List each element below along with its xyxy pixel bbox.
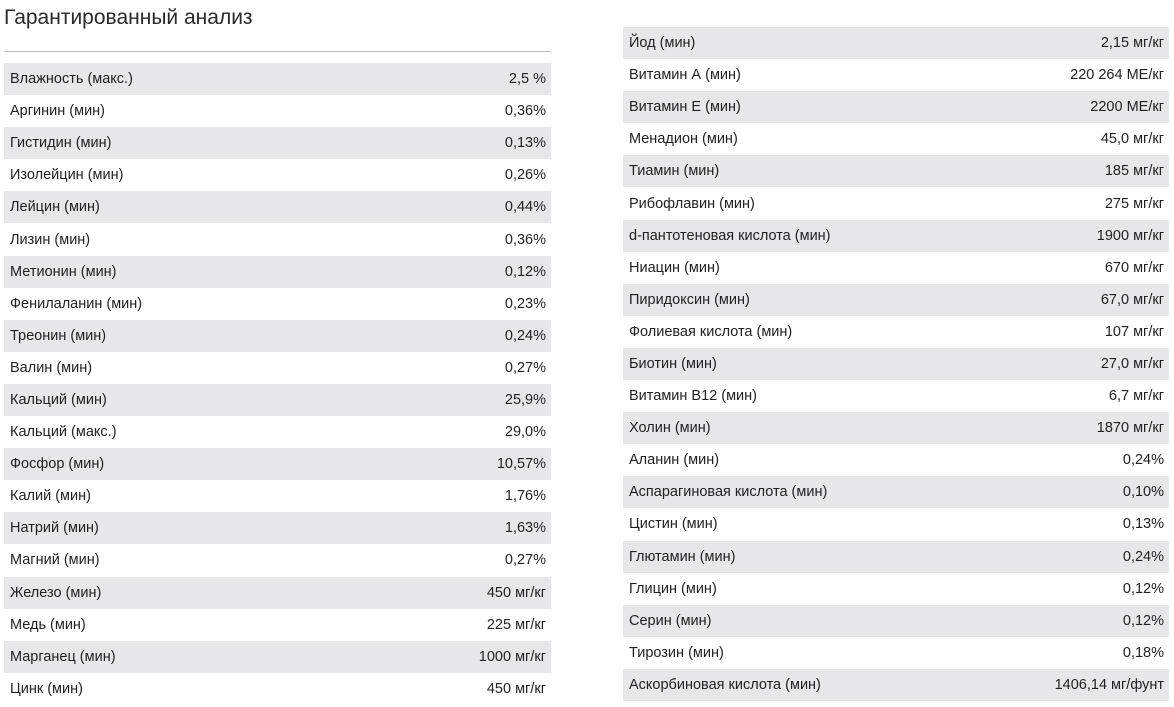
table-row bbox=[623, 476, 1169, 508]
nutrient-value: 107 мг/кг bbox=[1104, 323, 1164, 340]
nutrient-value: 45,0 мг/кг bbox=[1100, 131, 1164, 148]
nutrient-value: 25,9% bbox=[504, 391, 546, 408]
table-row bbox=[623, 316, 1169, 348]
nutrient-name: Глицин (мин) bbox=[629, 580, 717, 597]
table-row bbox=[4, 512, 551, 544]
nutrient-value: 27,0 мг/кг bbox=[1100, 355, 1164, 372]
nutrient-value: 1406,14 мг/фунт bbox=[1054, 676, 1164, 693]
nutrient-value: 225 мг/кг bbox=[486, 616, 546, 633]
table-row bbox=[4, 288, 551, 320]
table-row bbox=[623, 508, 1169, 540]
nutrient-name: Медь (мин) bbox=[10, 616, 86, 633]
nutrient-name: Кальций (мин) bbox=[10, 391, 107, 408]
nutrient-value: 0,24% bbox=[1122, 548, 1164, 565]
nutrient-value: 0,27% bbox=[504, 359, 546, 376]
nutrient-name: Метионин (мин) bbox=[10, 263, 117, 280]
nutrient-name: Аспарагиновая кислота (мин) bbox=[629, 484, 828, 501]
table-row bbox=[623, 123, 1169, 155]
nutrient-name: Кальций (макс.) bbox=[10, 424, 117, 441]
table-row bbox=[4, 609, 551, 641]
nutrient-value: 670 мг/кг bbox=[1104, 259, 1164, 276]
table-row bbox=[4, 127, 551, 159]
nutrient-value: 0,23% bbox=[504, 295, 546, 312]
nutrient-value: 29,0% bbox=[504, 424, 546, 441]
table-row bbox=[4, 63, 551, 95]
table-row bbox=[4, 159, 551, 191]
nutrient-name: Холин (мин) bbox=[629, 420, 711, 437]
nutrient-name: Железо (мин) bbox=[10, 584, 102, 601]
table-row bbox=[623, 220, 1169, 252]
analysis-table-right bbox=[623, 27, 1169, 701]
nutrient-name: Ниацин (мин) bbox=[629, 259, 720, 276]
nutrient-value: 0,12% bbox=[1122, 580, 1164, 597]
nutrient-name: Серин (мин) bbox=[629, 612, 712, 629]
nutrient-name: Глютамин (мин) bbox=[629, 548, 736, 565]
nutrient-value: 0,36% bbox=[504, 231, 546, 248]
nutrient-value: 2,5 % bbox=[508, 71, 546, 88]
nutrient-name: Менадион (мин) bbox=[629, 131, 738, 148]
nutrient-name: Натрий (мин) bbox=[10, 520, 99, 537]
nutrient-name: Аргинин (мин) bbox=[10, 103, 106, 120]
nutrient-name: Лизин (мин) bbox=[10, 231, 91, 248]
nutrient-value: 0,13% bbox=[1122, 516, 1164, 533]
nutrient-value: 0,10% bbox=[1122, 484, 1164, 501]
table-row bbox=[623, 348, 1169, 380]
nutrient-name: Витамин Е (мин) bbox=[629, 99, 741, 116]
table-row bbox=[4, 256, 551, 288]
nutrient-value: 6,7 мг/кг bbox=[1108, 388, 1164, 405]
table-row bbox=[623, 380, 1169, 412]
table-row bbox=[4, 673, 551, 705]
nutrient-name: Аскорбиновая кислота (мин) bbox=[629, 676, 821, 693]
nutrient-value: 0,12% bbox=[504, 263, 546, 280]
table-row bbox=[623, 252, 1169, 284]
nutrient-name: Влажность (макс.) bbox=[10, 71, 133, 88]
nutrient-value: 0,26% bbox=[504, 167, 546, 184]
nutrient-value: 275 мг/кг bbox=[1104, 195, 1164, 212]
table-row bbox=[4, 480, 551, 512]
table-row bbox=[623, 637, 1169, 669]
table-row bbox=[623, 284, 1169, 316]
nutrient-name: Витамин B12 (мин) bbox=[629, 388, 757, 405]
table-row bbox=[4, 641, 551, 673]
nutrient-name: Магний (мин) bbox=[10, 552, 100, 569]
nutrient-name: d-пантотеновая кислота (мин) bbox=[629, 227, 831, 244]
nutrient-name: Марганец (мин) bbox=[10, 648, 116, 665]
nutrient-name: Лейцин (мин) bbox=[10, 199, 100, 216]
table-row bbox=[623, 412, 1169, 444]
nutrient-value: 0,12% bbox=[1122, 612, 1164, 629]
nutrient-value: 1870 мг/кг bbox=[1096, 420, 1164, 437]
nutrient-name: Биотин (мин) bbox=[629, 355, 717, 372]
nutrient-name: Фосфор (мин) bbox=[10, 456, 105, 473]
nutrient-name: Цистин (мин) bbox=[629, 516, 718, 533]
table-row bbox=[623, 573, 1169, 605]
table-row bbox=[4, 384, 551, 416]
table-row bbox=[623, 669, 1169, 701]
nutrient-value: 1,76% bbox=[504, 488, 546, 505]
nutrient-value: 0,24% bbox=[504, 327, 546, 344]
table-row bbox=[623, 605, 1169, 637]
nutrient-value: 0,44% bbox=[504, 199, 546, 216]
nutrient-name: Треонин (мин) bbox=[10, 327, 107, 344]
nutrient-name: Аланин (мин) bbox=[629, 452, 720, 469]
nutrient-value: 185 мг/кг bbox=[1104, 163, 1164, 180]
nutrient-value: 2200 МЕ/кг bbox=[1090, 99, 1164, 116]
table-row bbox=[4, 352, 551, 384]
nutrient-value: 0,24% bbox=[1122, 452, 1164, 469]
table-row bbox=[623, 91, 1169, 123]
nutrient-value: 1900 мг/кг bbox=[1096, 227, 1164, 244]
nutrient-value: 220 264 МЕ/кг bbox=[1070, 67, 1164, 84]
nutrient-name: Валин (мин) bbox=[10, 359, 93, 376]
table-row bbox=[4, 320, 551, 352]
nutrient-value: 0,13% bbox=[504, 135, 546, 152]
nutrient-value: 67,0 мг/кг bbox=[1100, 291, 1164, 308]
nutrient-value: 450 мг/кг bbox=[486, 584, 546, 601]
nutrient-name: Тиамин (мин) bbox=[629, 163, 720, 180]
table-row bbox=[4, 191, 551, 223]
nutrient-name: Йод (мин) bbox=[629, 35, 696, 52]
table-row bbox=[4, 223, 551, 255]
nutrient-value: 0,36% bbox=[504, 103, 546, 120]
nutrient-name: Витамин А (мин) bbox=[629, 67, 741, 84]
nutrient-name: Гистидин (мин) bbox=[10, 135, 112, 152]
page-title: Гарантированный анализ bbox=[4, 6, 253, 29]
nutrient-value: 1000 мг/кг bbox=[478, 648, 546, 665]
nutrient-name: Цинк (мин) bbox=[10, 680, 83, 697]
table-row bbox=[623, 59, 1169, 91]
table-row bbox=[4, 416, 551, 448]
nutrient-name: Рибофлавин (мин) bbox=[629, 195, 755, 212]
nutrient-name: Изолейцин (мин) bbox=[10, 167, 124, 184]
analysis-table-left bbox=[4, 63, 551, 705]
nutrient-name: Пиридоксин (мин) bbox=[629, 291, 750, 308]
table-row bbox=[623, 187, 1169, 219]
table-row bbox=[4, 577, 551, 609]
nutrient-name: Фенилаланин (мин) bbox=[10, 295, 143, 312]
nutrient-value: 2,15 мг/кг bbox=[1100, 35, 1164, 52]
nutrient-name: Фолиевая кислота (мин) bbox=[629, 323, 793, 340]
table-row bbox=[4, 95, 551, 127]
table-row bbox=[4, 544, 551, 576]
nutrient-name: Калий (мин) bbox=[10, 488, 91, 505]
nutrient-value: 0,18% bbox=[1122, 644, 1164, 661]
table-row bbox=[623, 155, 1169, 187]
nutrient-name: Тирозин (мин) bbox=[629, 644, 724, 661]
table-row bbox=[623, 444, 1169, 476]
nutrient-value: 10,57% bbox=[496, 456, 546, 473]
table-row bbox=[623, 27, 1169, 59]
nutrient-value: 0,27% bbox=[504, 552, 546, 569]
table-row bbox=[623, 541, 1169, 573]
nutrient-value: 1,63% bbox=[504, 520, 546, 537]
nutrient-value: 450 мг/кг bbox=[486, 680, 546, 697]
table-row bbox=[4, 448, 551, 480]
title-divider bbox=[4, 51, 551, 52]
